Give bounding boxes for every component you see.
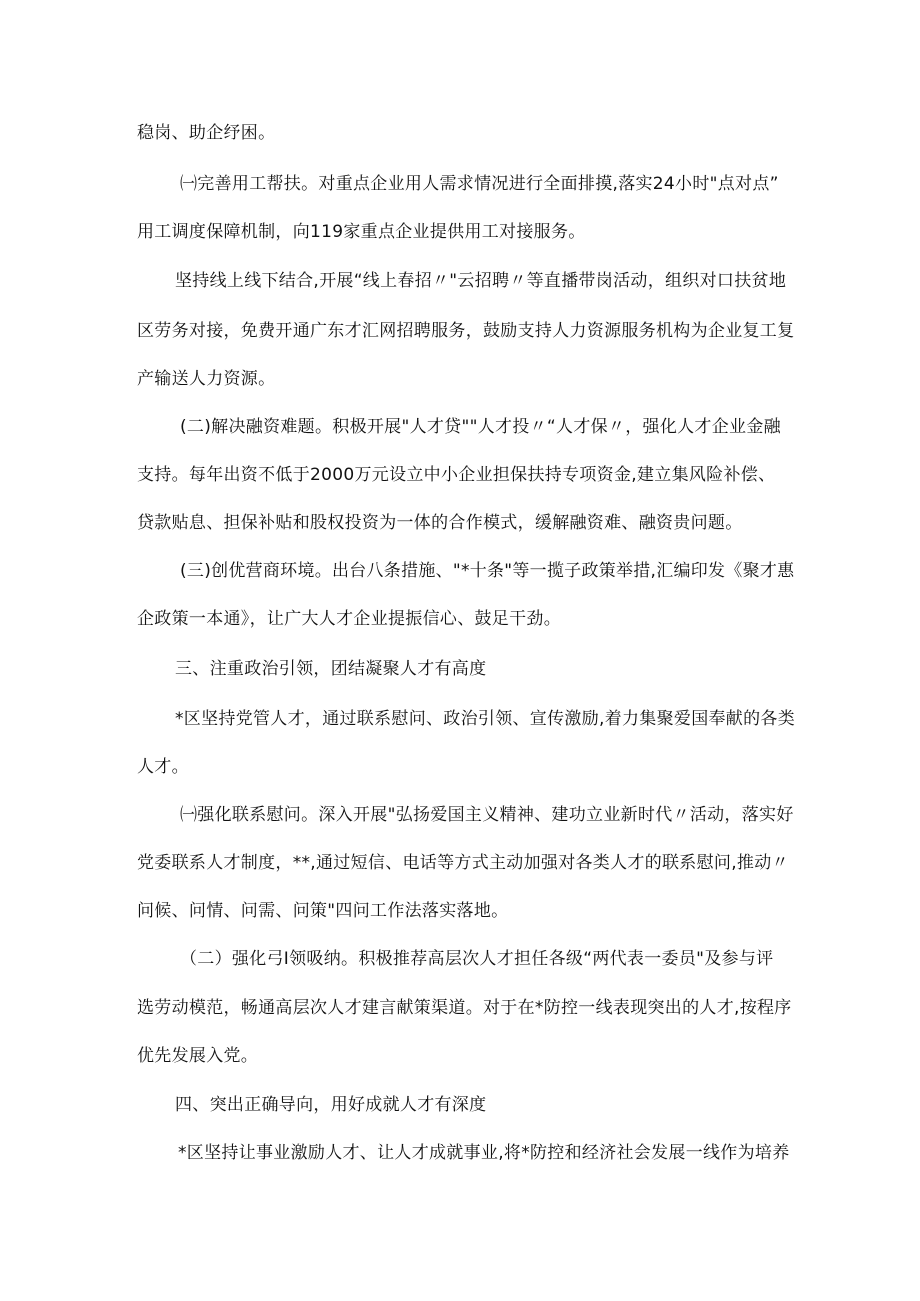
body-text-line: ㈠完善用工帮扶。对重点企业用人需求情况进行全面排摸,落实24小时"点对点” — [180, 174, 779, 194]
body-text-line: 支持。每年出资不低于2000万元设立中小企业担保扶持专项资金,建立集风险补偿、 — [137, 465, 776, 485]
body-text-line: 党委联系人才制度，**,通过短信、电话等方式主动加强对各类人才的联系慰问,推动〃 — [137, 853, 789, 873]
body-text-line: 坚持线上线下结合,开展“线上春招〃"云招聘〃等直播带岗活动，组织对口扶贫地 — [175, 271, 787, 291]
body-text-line: (二)解决融资难题。积极开展"人才贷""人才投〃“人才保〃，强化人才企业金融 — [180, 417, 781, 437]
body-text-line: 企政策一本通》，让广大人才企业提振信心、鼓足干劲。 — [137, 609, 561, 629]
body-text-line: 产输送人力资源。 — [137, 369, 276, 389]
section-heading: 四、突出正确导向，用好成就人才有深度 — [175, 1095, 487, 1115]
body-text-line: 用工调度保障机制，向119家重点企业提供用工对接服务。 — [137, 222, 586, 242]
body-text-line: 优先发展入党。 — [137, 1046, 259, 1066]
section-heading: 三、注重政治引领，团结凝聚人才有高度 — [175, 659, 487, 679]
body-text-line: 区劳务对接，免费开通广东才汇网招聘服务，鼓励支持人力资源服务机构为企业复工复 — [137, 321, 795, 341]
body-text-line: 稳岗、助企纾困。 — [137, 123, 276, 143]
body-text-line: *区坚持党管人才，通过联系慰问、政治引领、宣传激励,着力集聚爱国奉献的各类 — [175, 709, 796, 729]
body-text-line: 贷款贴息、担保补贴和股权投资为一体的合作模式，缓解融资难、融资贵问题。 — [137, 513, 743, 533]
body-text-line: 人才。 — [137, 757, 189, 777]
body-text-line: (三)创优营商环境。出台八条措施、"*十条"等一揽子政策举措,汇编印发《聚才惠 — [180, 561, 795, 581]
body-text-line: *区坚持让事业激励人才、让人才成就事业,将*防控和经济社会发展一线作为培养 — [178, 1143, 790, 1163]
body-text-line: 问候、问情、问需、问策"四问工作法落实落地。 — [137, 901, 509, 921]
body-text-line: 选劳动模范，畅通高层次人才建言献策渠道。对于在*防控一线表现突出的人才,按程序 — [137, 998, 792, 1018]
body-text-line: （二）强化弓I领吸纳。积极推荐高层次人才担任各级“两代表一委员"及参与评 — [180, 949, 774, 969]
body-text-line: ㈠强化联系慰问。深入开展"弘扬爱国主义精神、建功立业新时代〃活动，落实好 — [180, 805, 794, 825]
